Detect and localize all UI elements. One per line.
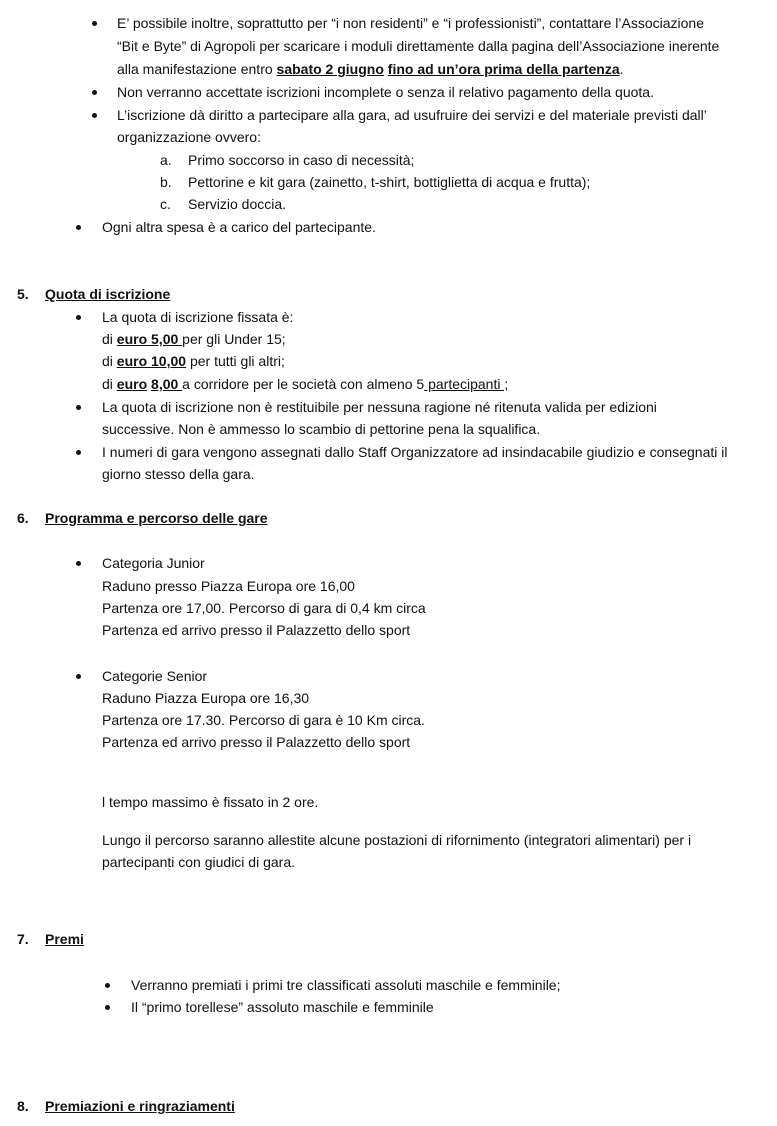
prize-item: Il “primo torellese” assoluto maschile e femminile (131, 999, 434, 1015)
fee-societies-post-b: partecipanti ; (424, 376, 509, 392)
refreshment-line-1: Lungo il percorso saranno allestite alcune postazioni di rifornimento (integratori alimentari) per i (102, 832, 692, 848)
fee-refund-line-2: successive. Non è ammesso lo scambio di pettorine pena la squalifica. (102, 421, 541, 437)
sublist-marker-a: a. (160, 152, 172, 168)
intro-item-4: Ogni altra spesa è a carico del partecipante. (102, 219, 376, 235)
prize-item: Verranno premiati i primi tre classificati assoluti maschile e femminile; (131, 977, 561, 993)
fee-societies (102, 375, 508, 393)
senior-location: Partenza ed arrivo presso il Palazzetto dello sport (102, 734, 411, 750)
junior-start: Partenza ore 17,00. Percorso di gara di 0,4 km circa (102, 600, 426, 616)
section-8-title: Premiazioni e ringraziamenti (45, 1098, 235, 1114)
senior-gathering: Raduno Piazza Europa ore 16,30 (102, 690, 310, 706)
fee-others-pre: di (102, 353, 117, 369)
sublist-item-b: Pettorine e kit gara (zainetto, t-shirt, bottiglietta di acqua e frutta); (188, 174, 591, 190)
bullet-icon (76, 450, 81, 455)
intro-item-1-line-3-pre: alla manifestazione entro (117, 61, 277, 77)
fee-others-amount: euro 10,00 (116, 353, 187, 369)
bullet-icon (76, 405, 81, 410)
fee-societies-currency: euro (116, 376, 148, 392)
section-7-title: Premi (45, 931, 84, 947)
race-numbers-line-2: giorno stesso della gara. (102, 466, 255, 482)
intro-item-1-line-2: “Bit e Byte” di Agropoli per scaricare i moduli direttamente dalla pagina dell’Associazione inerente (117, 38, 720, 54)
deadline-time: fino ad un’ora prima della partenza (387, 61, 620, 77)
fee-refund-line-1: La quota di iscrizione non è restituibile per nessuna ragione né ritenuta valida per edizioni (102, 399, 657, 415)
section-8-number: 8. (17, 1098, 29, 1114)
intro-item-2: Non verranno accettate iscrizioni incomplete o senza il relativo pagamento della quota. (117, 84, 654, 100)
intro-item-3-line-1: L’iscrizione dà diritto a partecipare alla gara, ad usufruire dei servizi e del materiale previsti dall’ (117, 107, 707, 123)
section-7-number: 7. (17, 931, 29, 947)
deadline-date: sabato 2 giugno (276, 61, 384, 77)
bullet-icon (105, 983, 110, 988)
fee-under-15-amount: euro 5,00 (116, 331, 183, 347)
fee-societies-amount: 8,00 (151, 376, 183, 392)
sublist-item-a: Primo soccorso in caso di necessità; (188, 152, 415, 168)
bullet-icon (76, 225, 81, 230)
refreshment-line-2: partecipanti con giudici di gara. (102, 854, 296, 870)
bullet-icon (92, 113, 97, 118)
fee-intro: La quota di iscrizione fissata è: (102, 309, 294, 325)
intro-item-3-line-2: organizzazione ovvero: (117, 129, 261, 145)
junior-location: Partenza ed arrivo presso il Palazzetto dello sport (102, 622, 411, 638)
bullet-icon (105, 1005, 110, 1010)
fee-under-15 (102, 330, 286, 348)
junior-gathering: Raduno presso Piazza Europa ore 16,00 (102, 578, 355, 594)
fee-others-post: per tutti gli altri; (186, 353, 285, 369)
section-6-number: 6. (17, 510, 29, 526)
bullet-icon (92, 21, 97, 26)
fee-others (102, 352, 285, 370)
junior-category: Categoria Junior (102, 555, 205, 571)
fee-societies-post-a: a corridore per le società con almeno 5 (182, 376, 425, 392)
intro-item-1-line-1: E’ possibile inoltre, soprattutto per “i non residenti” e “i professionisti”, contattare l’Associazione (117, 15, 704, 31)
section-6-title: Programma e percorso delle gare (45, 510, 268, 526)
section-5-number: 5. (17, 286, 29, 302)
bullet-icon (76, 674, 81, 679)
sublist-marker-b: b. (160, 174, 172, 190)
intro-item-1-line-3-post: . (619, 61, 624, 77)
sublist-item-c: Servizio doccia. (188, 196, 287, 212)
fee-under-15-pre: di (102, 331, 117, 347)
intro-item-1-line-3 (117, 60, 624, 78)
bullet-icon (76, 315, 81, 320)
race-numbers-line-1: I numeri di gara vengono assegnati dallo Staff Organizzatore ad insindacabile giudizio e consegnati il (102, 444, 728, 460)
fee-under-15-post: per gli Under 15; (182, 331, 286, 347)
bullet-icon (92, 90, 97, 95)
sublist-marker-c: c. (160, 196, 171, 212)
time-limit: l tempo massimo è fissato in 2 ore. (102, 794, 319, 810)
section-5-title: Quota di iscrizione (45, 286, 171, 302)
fee-societies-pre: di (102, 376, 117, 392)
senior-category: Categorie Senior (102, 668, 208, 684)
bullet-icon (76, 561, 81, 566)
senior-start: Partenza ore 17.30. Percorso di gara è 10 Km circa. (102, 712, 425, 728)
